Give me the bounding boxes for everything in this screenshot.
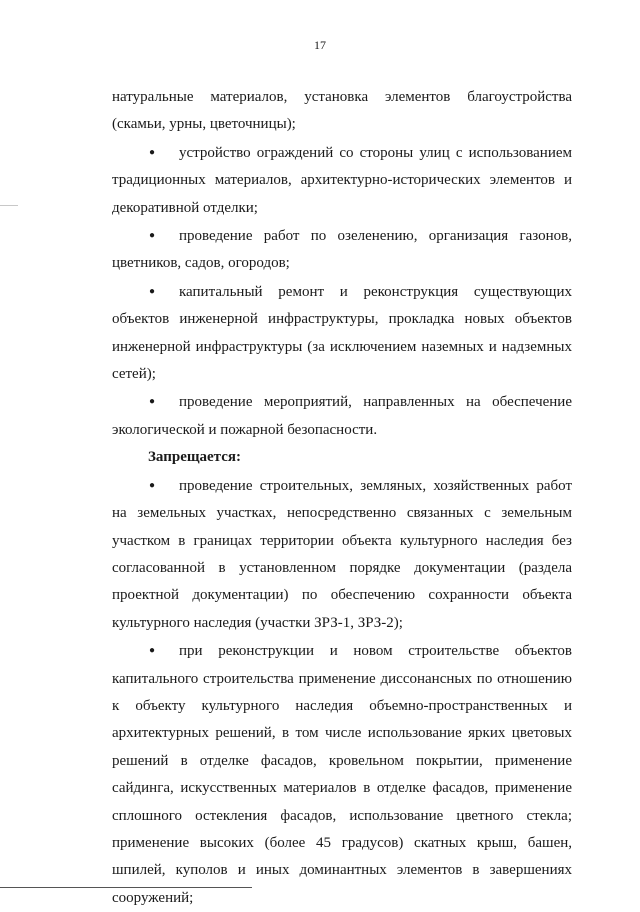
paragraph-text: натуральные материалов, установка элементов благоустройства (скамьи, урны, цветочницы); bbox=[112, 89, 572, 133]
document-body bbox=[112, 84, 572, 912]
bullet-text: устройство ограждений со стороны улиц с использованием традиционных материалов, архитектурно-исторических элементов и декоративной отделки; bbox=[112, 144, 572, 216]
bullet-text: проведение работ по озеленению, организация газонов, цветников, садов, огородов; bbox=[112, 228, 572, 272]
bullet-icon: ● bbox=[149, 479, 156, 491]
bullet-item-landscaping bbox=[112, 222, 572, 278]
bullet-item-reconstruction bbox=[112, 637, 572, 912]
bullet-icon: ● bbox=[149, 146, 156, 158]
bullet-item-infrastructure bbox=[112, 278, 572, 389]
page-number: 17 bbox=[314, 38, 326, 52]
bullet-icon: ● bbox=[149, 285, 156, 297]
bullet-text: при реконструкции и новом строительстве объектов капитального строительства применение диссонансных по отношению к объекту культурного наследия объемно-пространственных и архитектурных решений, в том числе использование ярких цветовых решений в отделке фасадов, кровельном покрытии, применение сайдинга, искусственных материалов в отделке фасадов, применение сплошного остекления фасадов, использование цветного стекла; применение высоких (более 45 градусов) скатных крыш, башен, шпилей, куполов и иных доминантных элементов в завершениях сооружений; bbox=[112, 643, 572, 906]
bullet-item-safety bbox=[112, 388, 572, 444]
bullet-text: проведение строительных, земляных, хозяйственных работ на земельных участках, непосредственно связанных с земельным участком в границах территории объекта культурного наследия без согласованной в установленном порядке документации (раздела проектной документации) по обеспечению сохранности объекта культурного наследия (участки ЗРЗ-1, ЗРЗ-2); bbox=[112, 477, 572, 631]
section-heading-prohibited: Запрещается: bbox=[148, 449, 242, 466]
footer-rule bbox=[0, 887, 252, 888]
bullet-text: проведение мероприятий, направленных на обеспечение экологической и пожарной безопасности. bbox=[112, 394, 572, 438]
paragraph-continuation bbox=[112, 84, 572, 139]
scan-margin-mark bbox=[0, 205, 18, 206]
bullet-icon: ● bbox=[149, 230, 156, 242]
bullet-icon: ● bbox=[149, 645, 156, 657]
bullet-item-fences bbox=[112, 139, 572, 222]
bullet-text: капитальный ремонт и реконструкция существующих объектов инженерной инфраструктуры, прокладка новых объектов инженерной инфраструктуры (за исключением наземных и надземных сетей); bbox=[112, 283, 572, 383]
bullet-icon: ● bbox=[149, 396, 156, 408]
bullet-item-construction-works bbox=[112, 472, 572, 637]
